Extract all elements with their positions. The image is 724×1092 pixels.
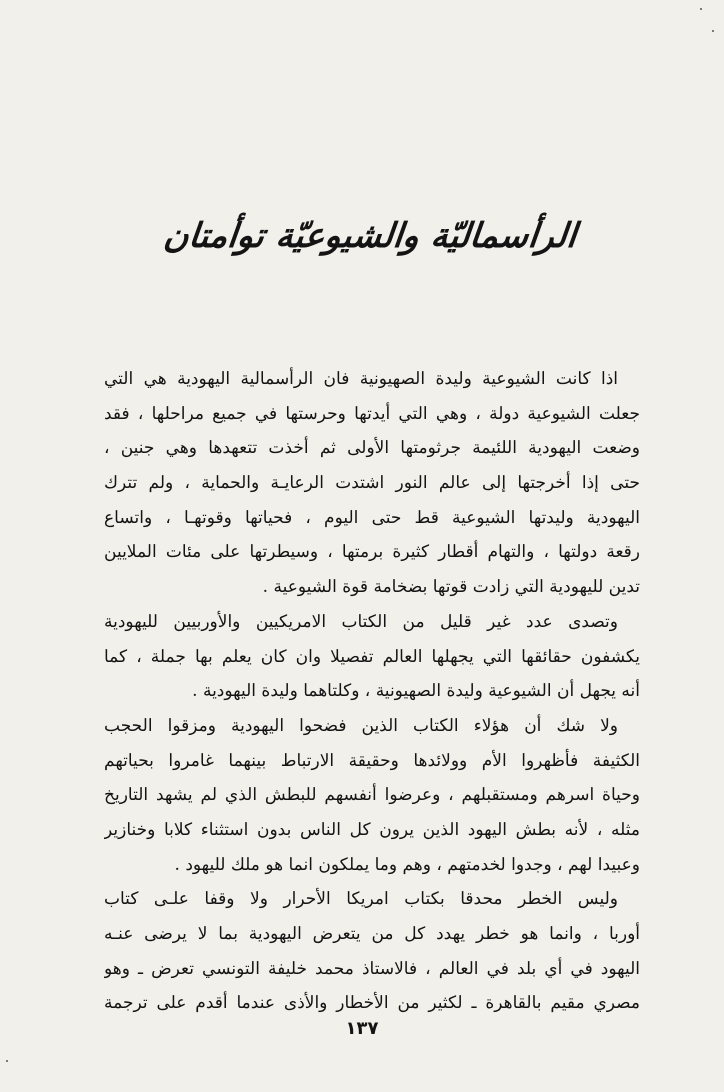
- text-line: وعبيدا لهم ، وجدوا لخدمتهم ، وهم وما يملكون انما هو ملك لليهود .: [174, 854, 640, 875]
- text-line: اذا كانت الشيوعية وليدة الصهيونية فان الرأسمالية اليهودية هي التي: [104, 369, 618, 389]
- text-line: وضعت اليهودية اللئيمة جرثومتها الأولى ثم أخذت تتعهدها وهي جنين ،: [104, 438, 640, 459]
- paragraph: [104, 362, 640, 605]
- paragraph: [104, 709, 640, 882]
- text-line: ولا شك أن هؤلاء الكتاب الذين فضحوا اليهودية ومزقوا الحجب: [104, 715, 618, 736]
- text-line: حتى إذا أخرجتها إلى عالم النور اشتدت الرعايـة والحماية ، ولم تترك: [104, 473, 640, 494]
- text-line: جعلت الشيوعية دولة ، وهي التي أيدتها وحرستها في جميع مراحلها ، فقد: [104, 403, 640, 424]
- text-line: اليهودية وليدتها الشيوعية قط حتى اليوم ، فحياتها وقوتهـا ، واتساع: [104, 507, 640, 528]
- text-line: مثله ، لأنه بطش اليهود الذين يرون كل الناس بدون استثناء كلابا وخنازير: [104, 819, 640, 840]
- page-number: ١٣٧: [345, 1018, 379, 1039]
- text-line: رقعة دولتها ، والتهام أقطار كثيرة برمتها ، وسيطرتها على مئات الملايين: [104, 542, 640, 563]
- text-line: أنه يجهل أن الشيوعية وليدة الصهيونية ، وكلتاهما وليدة اليهودية .: [192, 681, 640, 702]
- text-line: وحياة اسرهم ومستقبلهم ، وعرضوا أنفسهم للبطش الذي لم يشهد التاريخ: [104, 785, 640, 806]
- body-text: [104, 362, 640, 1021]
- scan-speck: [712, 30, 714, 32]
- scan-speck: [6, 1060, 8, 1062]
- text-line: تدين لليهودية التي زادت قوتها بضخامة قوة الشيوعية .: [262, 577, 640, 598]
- paragraph: [104, 605, 640, 709]
- paragraph: [104, 882, 640, 1021]
- text-line: أوربا ، وانما هو خطر يهدد كل من يتعرض اليهودية بما لا يرضى عنـه: [104, 924, 640, 944]
- text-line: مصري مقيم بالقاهرة ـ لكثير من الأخطار والأذى عندما أقدم على ترجمة: [104, 993, 640, 1014]
- text-line: يكشفون حقائقها التي يجهلها العالم تفصيلا وان كان يعلم بها جملة ، كما: [104, 646, 640, 667]
- text-line: اليهود في أي بلد في العالم ، فالاستاذ محمد خليفة التونسي تعرض ـ وهو: [104, 958, 640, 979]
- chapter-title: الرأسماليّة والشيوعيّة توأمتان: [161, 216, 579, 256]
- text-line: وليس الخطر محدقا بكتاب امريكا الأحرار ولا وقفا علـى كتاب: [104, 889, 618, 910]
- text-line: الكثيفة فأظهروا الأم وولائدها وحقيقة الارتباط بينهما غامروا بحياتهم: [104, 750, 640, 771]
- text-line: وتصدى عدد غير قليل من الكتاب الامريكيين والأوربيين لليهودية: [104, 611, 618, 632]
- scan-speck: [700, 8, 702, 10]
